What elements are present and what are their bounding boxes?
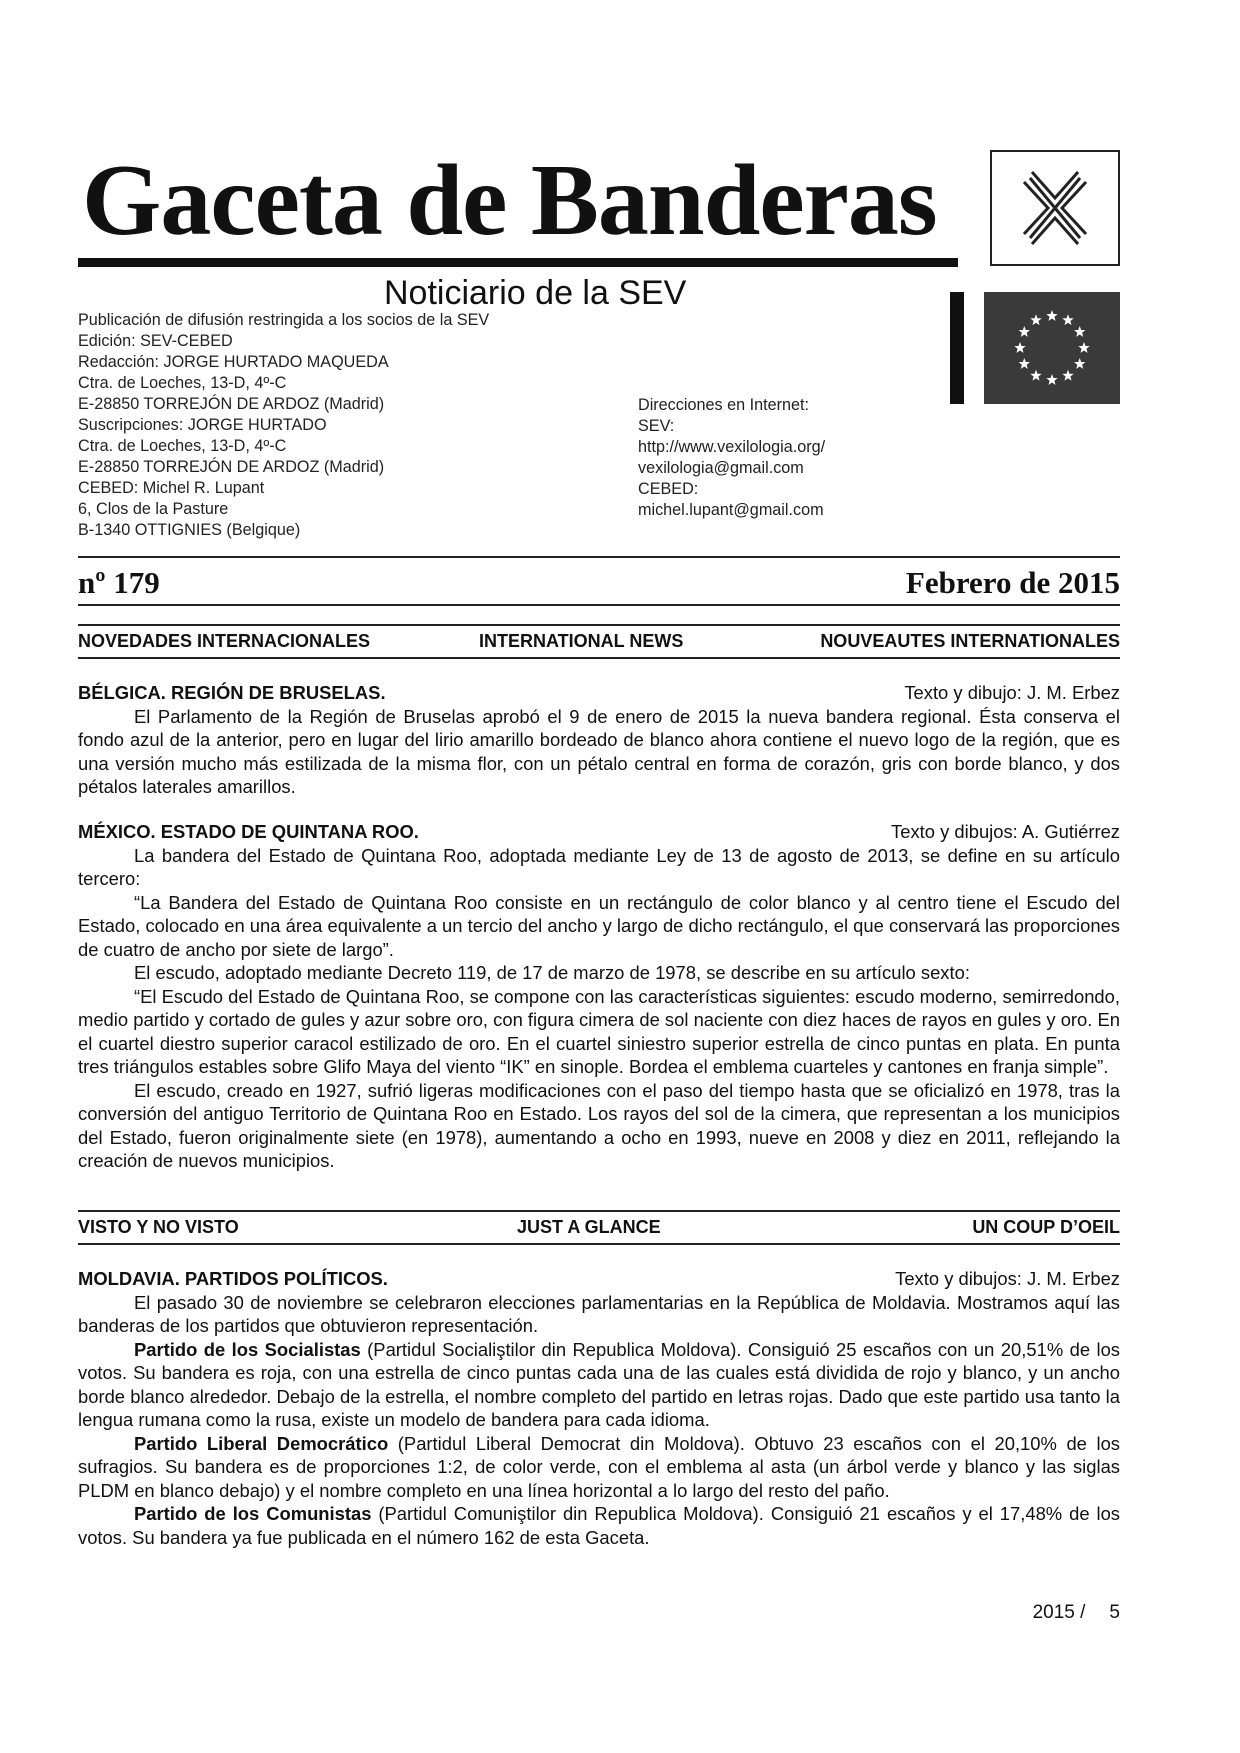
publication-subtitle: Noticiario de la SEV: [384, 274, 687, 312]
section-title-es: VISTO Y NO VISTO: [78, 1217, 239, 1237]
article-quote: “El Escudo del Estado de Quintana Roo, se compone con las características siguientes: escudo moderno, semirredondo, medio partido y cortado de gules y azur sobre oro, con figura cimera de sol naciente con diez haces de rayos en gules y oro. En el cuartel diestro superior caracol estilizado de oro. En el cuartel siniestro superior estrella de cinco puntas en plata. En punta tres triángulos estables sobre Glifo Maya del viento “IK” en sinople. Bordea el emblema cuarteles y cantones en franja simple”.: [78, 985, 1120, 1077]
eu-star-icon: [1030, 370, 1041, 381]
party-communists-paragraph: [78, 1502, 1120, 1549]
eu-star-icon: [1019, 358, 1030, 369]
party-socialists-paragraph: [78, 1338, 1120, 1432]
address-line: Redacción: JORGE HURTADO MAQUEDA: [78, 353, 389, 371]
section1-bottom-rule: [78, 657, 1120, 659]
address-line: B-1340 OTTIGNIES (Belgique): [78, 521, 301, 539]
address-line: CEBED: Michel R. Lupant: [78, 479, 265, 497]
party-description: (Partidul Socialiştilor din Republica Moldova). Consiguió 25 escaños con un 20,51% de los votos. Su bandera es roja, con una estrella de cinco puntas cada una de las cuales está dividida de rojo y blanco, y un ancho borde blanco alrededor. Debajo de la estrella, el nombre completo del partido en letras rojas. Dado que este partido usa tanto la lengua rumana como la rusa, existe un modelo de bandera para cada idioma.: [78, 1338, 1120, 1430]
title-rule: [78, 258, 958, 267]
article-moldavia: [78, 1267, 1120, 1549]
party-name: Partido Liberal Democrático: [134, 1432, 389, 1454]
cebed-email-link[interactable]: michel.lupant@gmail.com: [638, 501, 824, 519]
address-line: Edición: SEV-CEBED: [78, 332, 233, 350]
eu-star-icon: [1078, 342, 1089, 353]
section-title-en: INTERNATIONAL NEWS: [479, 631, 684, 651]
article-title: MÉXICO. ESTADO DE QUINTANA ROO.: [78, 821, 419, 842]
eu-flag-icon: [984, 292, 1120, 404]
article-credit: Texto y dibujos: A. Gutiérrez: [891, 821, 1120, 842]
party-name: Partido de los Socialistas: [134, 1338, 361, 1360]
section1-top-rule: [78, 624, 1120, 626]
publication-address-block: [78, 310, 489, 541]
article-credit: Texto y dibujo: J. M. Erbez: [904, 682, 1120, 703]
article-paragraph: El Parlamento de la Región de Bruselas aprobó el 9 de enero de 2015 la nueva bandera regional. Ésta conserva el fondo azul de la anterior, pero en lugar del lirio amarillo bordeado de blanco ahora contiene el nuevo logo de la región, que es una versión mucho más estilizada de la misma flor, con un pétalo central en forma de corazón, gris con borde blanco, y dos pétalos laterales amarillos.: [78, 705, 1120, 797]
address-line: Ctra. de Loeches, 13-D, 4º-C: [78, 437, 287, 455]
issue-bottom-rule: [78, 604, 1120, 606]
address-line: 6, Clos de la Pasture: [78, 500, 229, 518]
issue-number: nº 179: [78, 565, 160, 600]
sev-emblem-icon: [992, 152, 1118, 264]
eu-star-icon: [1074, 358, 1085, 369]
section-title-es: NOVEDADES INTERNACIONALES: [78, 631, 371, 651]
eu-star-icon: [1074, 326, 1085, 337]
eu-star-icon: [1046, 310, 1057, 321]
article-paragraph: El escudo, creado en 1927, sufrió ligeras modificaciones con el paso del tiempo hasta que se oficializó en 1978, tras la conversión del antiguo Territorio de Quintana Roo en Estado. Los rayos del sol de la cimera, que representan a los municipios del Estado, fueron originalmente siete (en 1978), aumentando a ocho en 1993, nueve en 2008 y diez en 2011, reflejando la creación de nuevos municipios.: [78, 1079, 1120, 1171]
eu-star-icon: [1030, 314, 1041, 325]
address-line: E-28850 TORREJÓN DE ARDOZ (Madrid): [78, 395, 385, 413]
party-description: (Partidul Liberal Democrat din Moldova). Obtuvo 23 escaños con el 20,10% de los sufragios. Su bandera es de proporciones 1:2, de color verde, con el emblema al asta (un árbol verde y blanco y las siglas PLDM en blanco debajo) y el nombre completo en una línea horizontal a lo largo del resto del paño.: [78, 1432, 1120, 1501]
eu-star-icon: [1014, 342, 1025, 353]
address-line: Publicación de difusión restringida a los socios de la SEV: [78, 311, 490, 329]
eu-star-icon: [1062, 314, 1073, 325]
page-index: 5: [1109, 1602, 1120, 1623]
address-line: Ctra. de Loeches, 13-D, 4º-C: [78, 374, 287, 392]
section-title-fr: UN COUP D’OEIL: [972, 1217, 1120, 1237]
section-title-en: JUST A GLANCE: [517, 1217, 661, 1237]
party-liberal-democrat-paragraph: [78, 1432, 1120, 1503]
address-line: Suscripciones: JORGE HURTADO: [78, 416, 327, 434]
article-credit: Texto y dibujos: J. M. Erbez: [895, 1268, 1120, 1289]
article-title: BÉLGICA. REGIÓN DE BRUSELAS.: [78, 682, 386, 703]
address-line: E-28850 TORREJÓN DE ARDOZ (Madrid): [78, 458, 385, 476]
eu-star-icon: [1046, 374, 1057, 385]
article-quote: “La Bandera del Estado de Quintana Roo consiste en un rectángulo de color blanco y al centro tiene el Escudo del Estado, colocado en una área equivalente a un tercio del ancho y largo de dicho rectángulo, el que conservará las proporciones de cuatro de ancho por siete de largo”.: [78, 891, 1120, 960]
section-header-international-news: [78, 630, 1120, 653]
eu-star-icon: [1019, 326, 1030, 337]
article-mexico: [78, 820, 1120, 1173]
eu-star-icon: [1062, 370, 1073, 381]
section2-bottom-rule: [78, 1243, 1120, 1245]
article-title: MOLDAVIA. PARTIDOS POLÍTICOS.: [78, 1268, 388, 1289]
section-title-fr: NOUVEAUTES INTERNATIONALES: [820, 631, 1120, 651]
party-name: Partido de los Comunistas: [134, 1503, 372, 1524]
internet-addresses: [638, 395, 825, 521]
article-belgica: [78, 681, 1120, 799]
internet-label-cebed: CEBED:: [638, 480, 699, 498]
eu-divider-bar: [950, 292, 964, 404]
article-paragraph: La bandera del Estado de Quintana Roo, adoptada mediante Ley de 13 de agosto de 2013, se define en su artículo tercero:: [78, 844, 1120, 889]
issue-top-rule: [78, 556, 1120, 558]
page-number: [1033, 1603, 1120, 1622]
article-paragraph: El pasado 30 de noviembre se celebraron elecciones parlamentarias en la República de Moldavia. Mostramos aquí las banderas de los partidos que obtuvieron representación.: [78, 1291, 1120, 1336]
page-year: 2015 /: [1032, 1602, 1086, 1623]
sev-logo: [990, 150, 1120, 266]
section2-top-rule: [78, 1210, 1120, 1212]
internet-label-sev: SEV:: [638, 417, 675, 435]
sev-website-link[interactable]: http://www.vexilologia.org/: [638, 438, 826, 456]
internet-heading: Direcciones en Internet:: [638, 396, 809, 414]
sev-email-link[interactable]: vexilologia@gmail.com: [638, 459, 804, 477]
publication-title: Gaceta de Banderas: [82, 144, 937, 257]
article-paragraph: El escudo, adoptado mediante Decreto 119, de 17 de marzo de 1978, se describe en su artículo sexto:: [134, 962, 970, 983]
section-header-just-a-glance: [78, 1216, 1120, 1239]
issue-date: Febrero de 2015: [905, 565, 1120, 600]
party-description: (Partidul Comuniştilor din Republica Moldova). Consiguió 21 escaños y el 17,48% de los votos. Su bandera ya fue publicada en el número 162 de esta Gaceta.: [78, 1503, 1120, 1548]
